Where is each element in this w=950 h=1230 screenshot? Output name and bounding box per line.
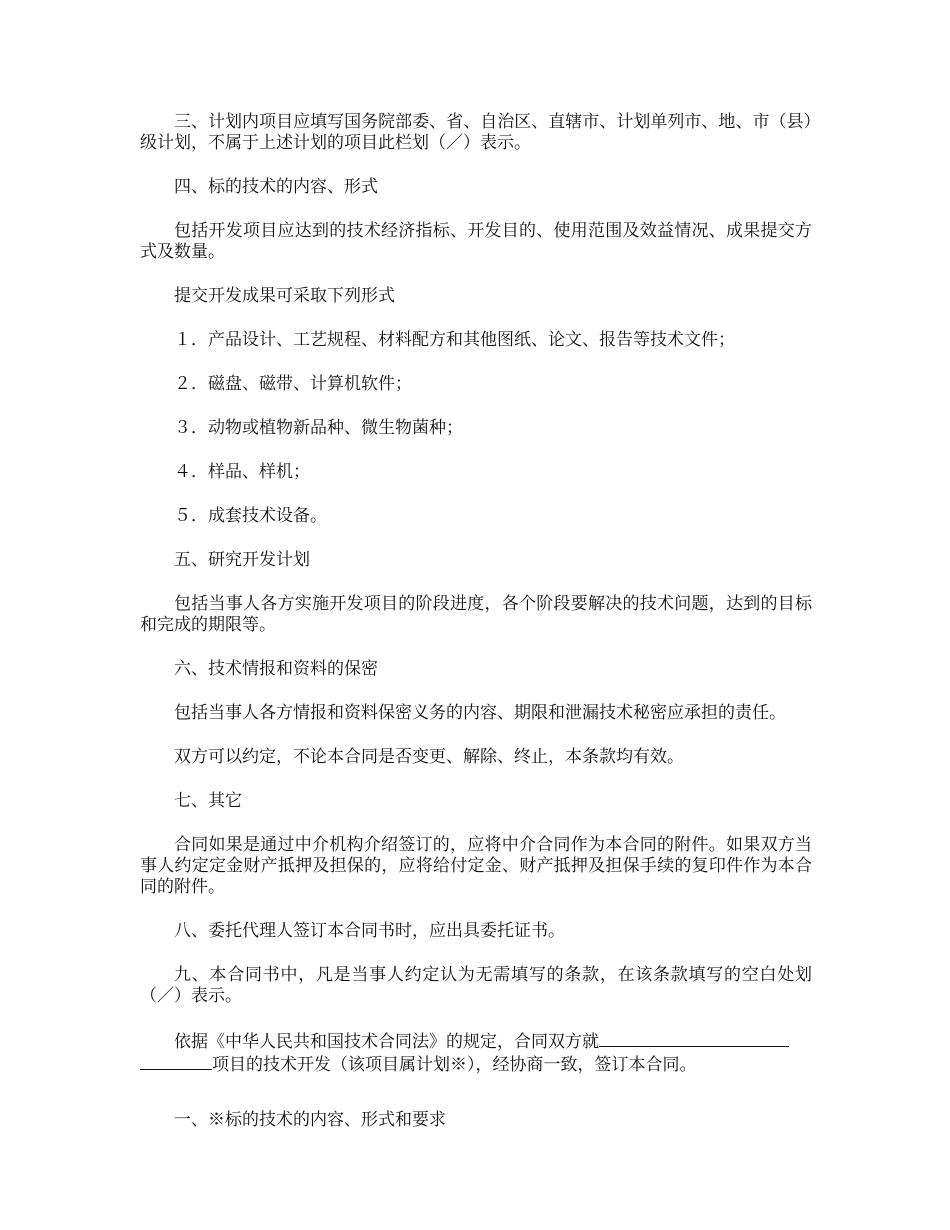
list-item-1: １．产品设计、工艺规程、材料配方和其他图纸、论文、报告等技术文件； [174, 330, 735, 350]
heading-section-5: 五、研究开发计划 [174, 550, 310, 570]
list-item-2: ２．磁盘、磁带、计算机软件； [174, 374, 412, 394]
list-item-4: ４．样品、样机； [174, 462, 310, 482]
paragraph-section-9: 九、本合同书中，凡是当事人约定认为无需填写的条款，在该条款填写的空白处划（／）表示。 [140, 965, 812, 1006]
project-name-blank-continued[interactable] [140, 1053, 212, 1070]
paragraph-section-6-validity: 双方可以约定，不论本合同是否变更、解除、终止，本条款均有效。 [174, 747, 684, 767]
paragraph-section-6-content: 包括当事人各方情报和资料保密义务的内容、期限和泄漏技术秘密应承担的责任。 [174, 703, 786, 723]
paragraph-deliverable-forms: 提交开发成果可采取下列形式 [174, 286, 395, 306]
heading-section-4: 四、标的技术的内容、形式 [174, 177, 378, 197]
heading-clause-1: 一、※标的技术的内容、形式和要求 [174, 1110, 446, 1130]
clause-text-after-blank: 项目的技术开发（该项目属计划※），经协商一致，签订本合同。 [212, 1055, 697, 1075]
list-item-3: ３．动物或植物新品种、微生物菌种； [174, 418, 463, 438]
paragraph-contract-basis [140, 1030, 812, 1076]
heading-section-7: 七、其它 [174, 791, 242, 811]
paragraph-plan-items: 三、计划内项目应填写国务院部委、省、自治区、直辖市、计划单列市、地、市（县）级计划，不属于上述计划的项目此栏划（／）表示。 [140, 112, 812, 153]
heading-section-6: 六、技术情报和资料的保密 [174, 659, 378, 679]
paragraph-section-5-content: 包括当事人各方实施开发项目的阶段进度，各个阶段要解决的技术问题，达到的目标和完成的期限等。 [140, 594, 812, 635]
project-name-blank[interactable] [599, 1030, 789, 1047]
paragraph-section-8: 八、委托代理人签订本合同书时，应出具委托证书。 [174, 921, 565, 941]
paragraph-section-7-content: 合同如果是通过中介机构介绍签订的，应将中介合同作为本合同的附件。如果双方当事人约定定金财产抵押及担保的，应将给付定金、财产抵押及担保手续的复印件作为本合同的附件。 [140, 835, 812, 897]
clause-text-before-blank: 依据《中华人民共和国技术合同法》的规定，合同双方就 [174, 1032, 599, 1052]
paragraph-section-4-content: 包括开发项目应达到的技术经济指标、开发目的、使用范围及效益情况、成果提交方式及数量。 [140, 221, 812, 262]
list-item-5: ５．成套技术设备。 [174, 506, 327, 526]
document-page [140, 112, 812, 1154]
